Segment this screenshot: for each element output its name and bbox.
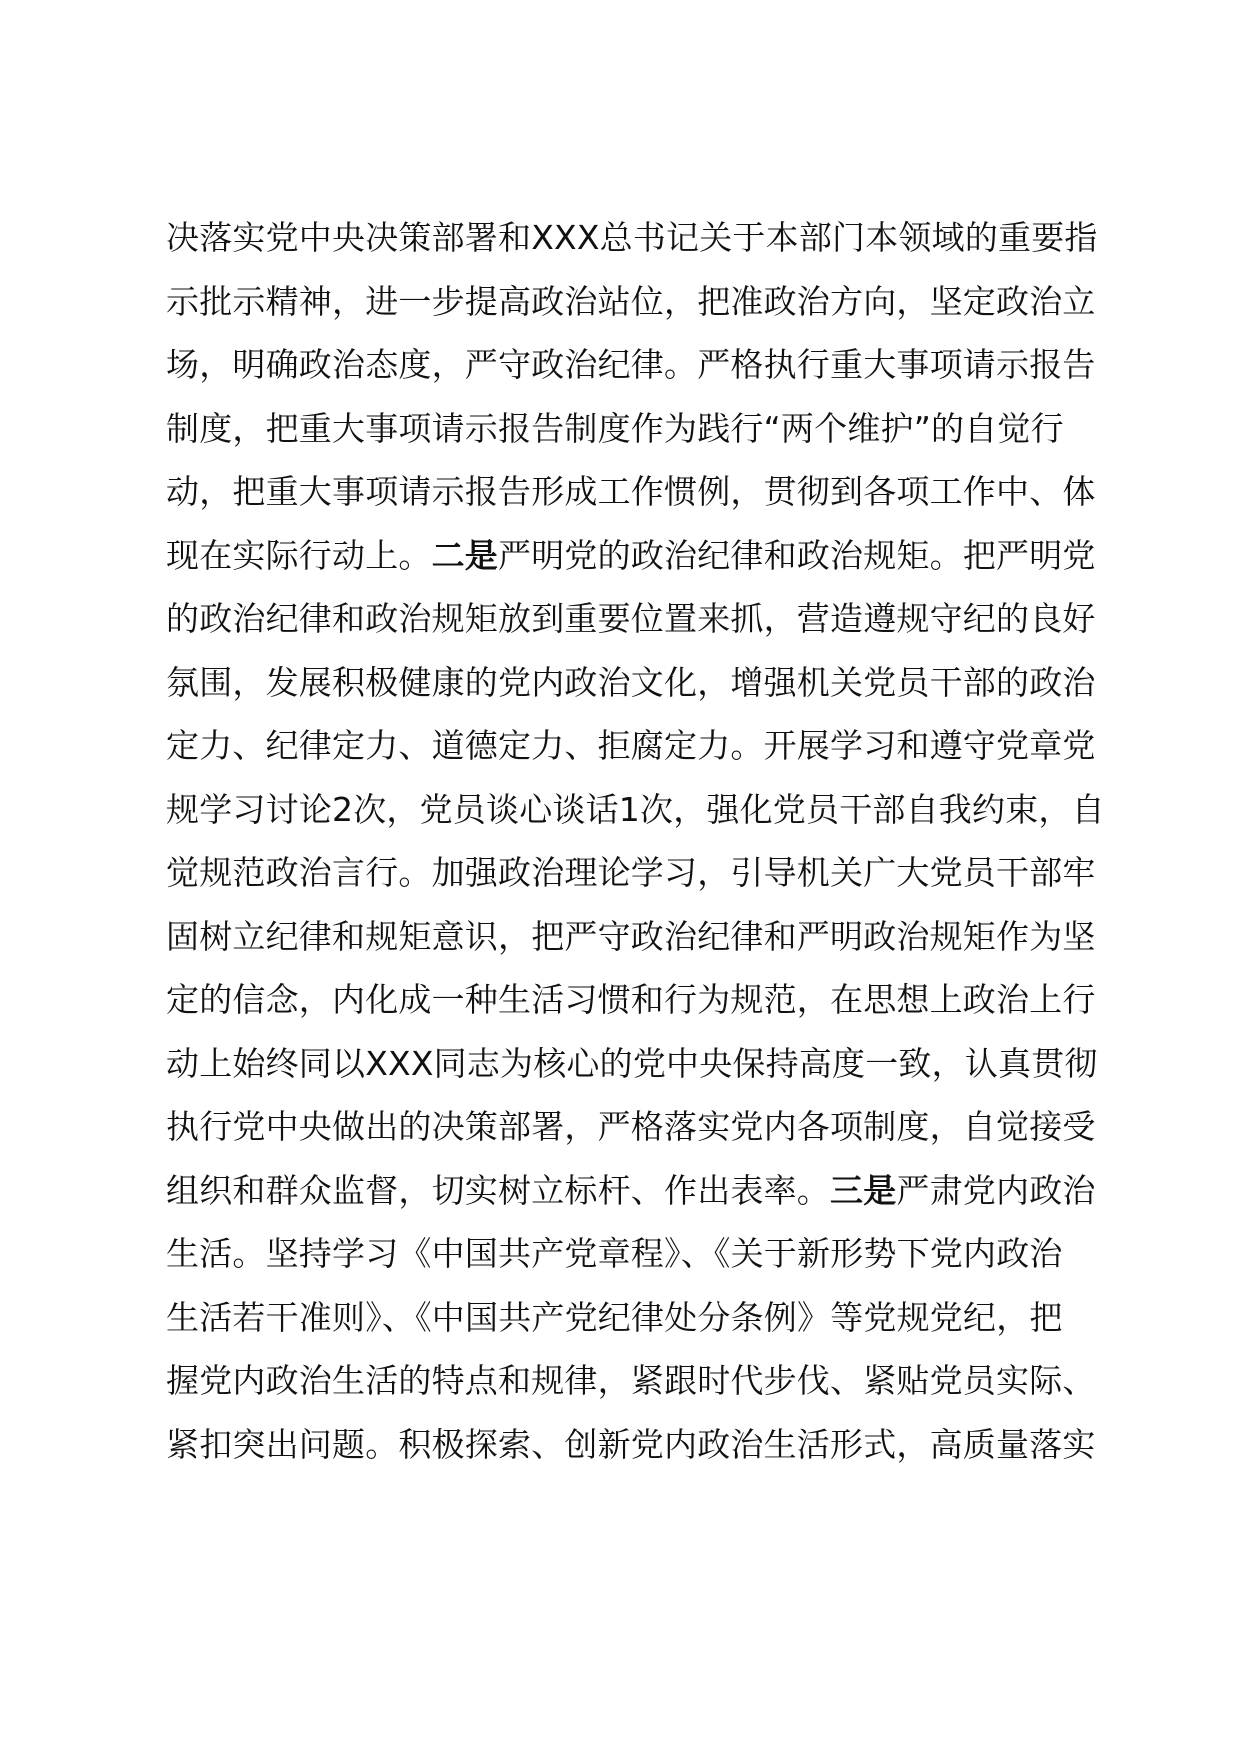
text-segment: 定力、纪律定力、道德定力、拒腐定力。开展学习和遵守党章党 [166,726,1096,765]
text-segment: 执行党中央做出的决策部署，严格落实党内各项制度，自觉接受 [166,1107,1096,1146]
text-line [166,587,1106,651]
text-segment: 场，明确政治态度，严守政治纪律。严格执行重大事项请示报告 [166,345,1096,384]
text-segment: 现在实际行动上。 [166,535,432,575]
text-segment: 的政治纪律和政治规矩放到重要位置来抓，营造遵规守纪的良好 [166,599,1096,638]
text-line [166,1286,1106,1350]
text-segment: 生活。坚持学习《中国共产党章程》、《关于新形势下党内政治 [166,1234,1063,1273]
text-line [166,1349,1106,1413]
text-line [166,1032,1106,1096]
text-line [166,1159,1106,1223]
text-line [166,333,1106,397]
text-line [166,841,1106,905]
text-segment: 动，把重大事项请示报告形成工作惯例，贯彻到各项工作中、体 [166,472,1096,511]
emphasis-label: 三是 [830,1170,897,1210]
text-segment: 固树立纪律和规矩意识，把严守政治纪律和严明政治规矩作为坚 [166,916,1096,956]
text-segment: 规学习讨论2次，党员谈心谈话1次，强化党员干部自我约束，自 [166,789,1105,829]
text-line [166,1413,1106,1477]
text-line [166,968,1106,1032]
text-segment: 生活若干准则》、《中国共产党纪律处分条例》等党规党纪，把 [166,1297,1063,1337]
text-segment: 氛围，发展积极健康的党内政治文化，增强机关党员干部的政治 [166,662,1096,702]
text-line [166,651,1106,715]
text-segment: 严肃党内政治 [896,1170,1096,1210]
emphasis-label: 二是 [431,535,499,575]
text-line [166,524,1106,588]
text-segment: 决落实党中央决策部署和XXX总书记关于本部门本领域的重要指 [166,218,1098,257]
text-segment: 紧扣突出问题。积极探索、创新党内政治生活形式，高质量落实 [166,1424,1096,1464]
text-segment: 组织和群众监督，切实树立标杆、作出表率。 [166,1170,830,1210]
body-paragraph [166,206,1106,1476]
text-line [166,905,1106,969]
text-line [166,1095,1106,1159]
text-segment: 示批示精神，进一步提高政治站位，把准政治方向，坚定政治立 [166,281,1096,321]
text-segment: 握党内政治生活的特点和规律，紧跟时代步伐、紧贴党员实际、 [166,1361,1096,1400]
text-line [166,714,1106,778]
text-segment: 觉规范政治言行。加强政治理论学习，引导机关广大党员干部牢 [166,853,1096,892]
text-line [166,778,1106,842]
text-segment: 定的信念，内化成一种生活习惯和行为规范，在思想上政治上行 [166,980,1096,1019]
text-line [166,206,1106,270]
text-segment: 严明党的政治纪律和政治规矩。把严明党 [498,535,1096,575]
text-line [166,460,1106,524]
text-line [166,270,1106,334]
text-segment: 动上始终同以XXX同志为核心的党中央保持高度一致，认真贯彻 [166,1043,1098,1083]
text-segment: 制度，把重大事项请示报告制度作为践行“两个维护”的自觉行 [166,408,1064,448]
text-line [166,397,1106,461]
text-line [166,1222,1106,1286]
